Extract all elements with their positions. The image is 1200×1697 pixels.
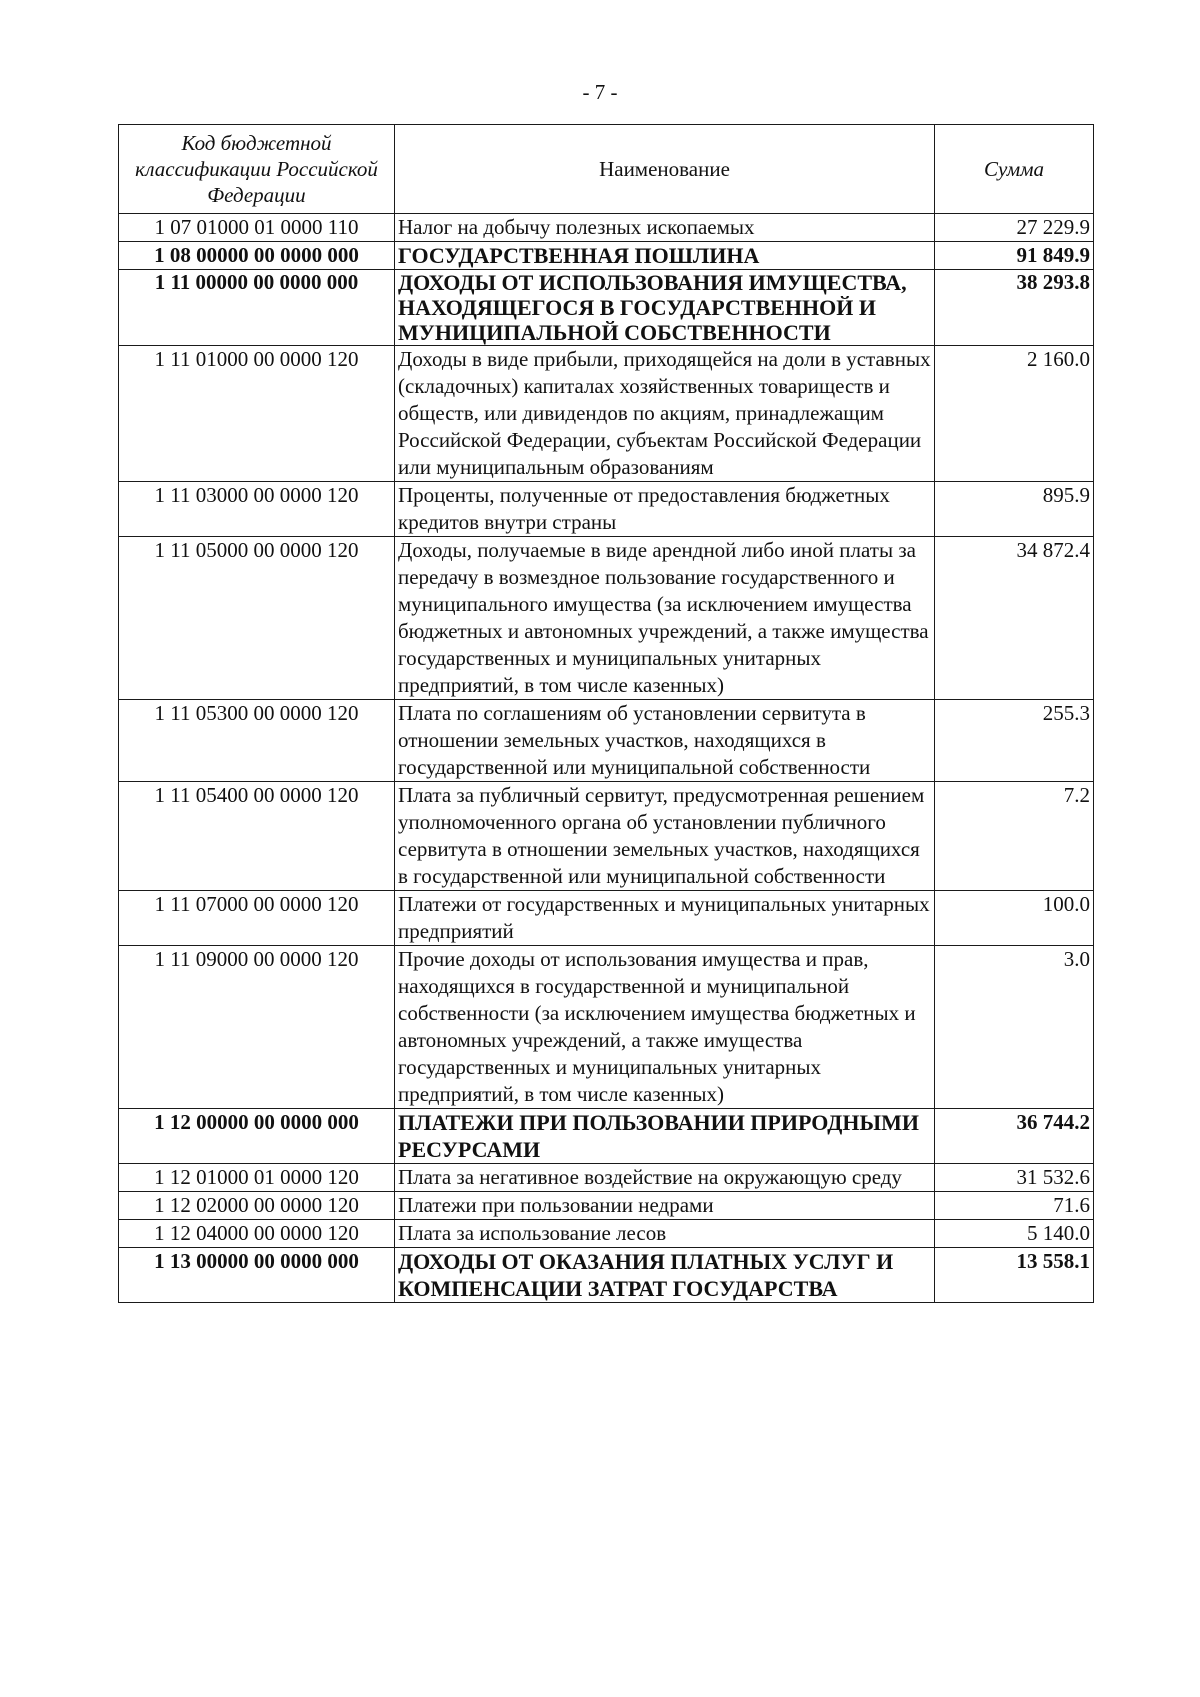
row-amount: 36 744.2: [935, 1109, 1094, 1164]
page-number: - 7 -: [582, 80, 618, 104]
row-code: 1 12 02000 00 0000 120: [119, 1192, 395, 1220]
table-row: [119, 891, 1094, 946]
row-amount: 100.0: [935, 891, 1094, 946]
row-name: Плата по соглашениям об установлении сервитута в отношении земельных участков, находящихся в государственной или муниципальной собственности: [395, 700, 935, 782]
row-code: 1 11 09000 00 0000 120: [119, 946, 395, 1109]
row-name: Налог на добычу полезных ископаемых: [395, 214, 935, 242]
row-amount: 255.3: [935, 700, 1094, 782]
row-code: 1 12 01000 01 0000 120: [119, 1164, 395, 1192]
table-row: [119, 700, 1094, 782]
row-amount: 31 532.6: [935, 1164, 1094, 1192]
table-row: [119, 1164, 1094, 1192]
table-row-section: [119, 242, 1094, 270]
row-name: Доходы в виде прибыли, приходящейся на доли в уставных (складочных) капиталах хозяйственных товариществ и обществ, или дивидендов по акциям, принадлежащим Российской Федерации, субъектам Российской Федерации или муниципальным образованиям: [395, 346, 935, 482]
table-row: [119, 482, 1094, 537]
row-code: 1 11 00000 00 0000 000: [119, 270, 395, 346]
row-amount: 895.9: [935, 482, 1094, 537]
row-code: 1 12 00000 00 0000 000: [119, 1109, 395, 1164]
table-row: [119, 782, 1094, 891]
table-row: [119, 346, 1094, 482]
table-row: [119, 1192, 1094, 1220]
row-code: 1 11 05000 00 0000 120: [119, 537, 395, 700]
row-name: Плата за негативное воздействие на окружающую среду: [395, 1164, 935, 1192]
row-amount: 13 558.1: [935, 1248, 1094, 1303]
header-amount: Сумма: [935, 125, 1094, 214]
row-name: Проценты, полученные от предоставления бюджетных кредитов внутри страны: [395, 482, 935, 537]
row-amount: 27 229.9: [935, 214, 1094, 242]
row-code: 1 11 03000 00 0000 120: [119, 482, 395, 537]
row-name: Платежи от государственных и муниципальных унитарных предприятий: [395, 891, 935, 946]
row-amount: 34 872.4: [935, 537, 1094, 700]
row-amount: 2 160.0: [935, 346, 1094, 482]
row-amount: 3.0: [935, 946, 1094, 1109]
table-row-section: [119, 270, 1094, 346]
row-name: ДОХОДЫ ОТ ИСПОЛЬЗОВАНИЯ ИМУЩЕСТВА, НАХОДЯЩЕГОСЯ В ГОСУДАРСТВЕННОЙ И МУНИЦИПАЛЬНОЙ СОБСТВЕННОСТИ: [395, 270, 935, 346]
row-code: 1 11 05300 00 0000 120: [119, 700, 395, 782]
table-row: [119, 214, 1094, 242]
row-code: 1 07 01000 01 0000 110: [119, 214, 395, 242]
row-code: 1 12 04000 00 0000 120: [119, 1220, 395, 1248]
row-amount: 7.2: [935, 782, 1094, 891]
table-header-row: [119, 125, 1094, 214]
row-name: Прочие доходы от использования имущества и прав, находящихся в государственной и муниципальной собственности (за исключением имущества бюджетных и автономных учреждений, а также имущества государственных и муниципальных унитарных предприятий, в том числе казенных): [395, 946, 935, 1109]
budget-table: [118, 124, 1094, 1303]
row-code: 1 13 00000 00 0000 000: [119, 1248, 395, 1303]
row-name: Доходы, получаемые в виде арендной либо иной платы за передачу в возмездное пользование государственного и муниципального имущества (за исключением имущества бюджетных и автономных учреждений, а также имущества государственных и муниципальных унитарных предприятий, в том числе казенных): [395, 537, 935, 700]
row-amount: 91 849.9: [935, 242, 1094, 270]
row-code: 1 11 07000 00 0000 120: [119, 891, 395, 946]
row-code: 1 08 00000 00 0000 000: [119, 242, 395, 270]
table-row-section: [119, 1109, 1094, 1164]
table-row: [119, 537, 1094, 700]
row-name: Платежи при пользовании недрами: [395, 1192, 935, 1220]
row-amount: 71.6: [935, 1192, 1094, 1220]
row-name: ГОСУДАРСТВЕННАЯ ПОШЛИНА: [395, 242, 935, 270]
row-name: ПЛАТЕЖИ ПРИ ПОЛЬЗОВАНИИ ПРИРОДНЫМИ РЕСУРСАМИ: [395, 1109, 935, 1164]
table-row-section: [119, 1248, 1094, 1303]
row-code: 1 11 05400 00 0000 120: [119, 782, 395, 891]
header-code: Код бюджетной классификации Российской Федерации: [119, 125, 395, 214]
header-name: Наименование: [395, 125, 935, 214]
row-name: Плата за публичный сервитут, предусмотренная решением уполномоченного органа об установлении публичного сервитута в отношении земельных участков, находящихся в государственной или муниципальной собственности: [395, 782, 935, 891]
table-row: [119, 946, 1094, 1109]
row-name: Плата за использование лесов: [395, 1220, 935, 1248]
row-amount: 5 140.0: [935, 1220, 1094, 1248]
table-row: [119, 1220, 1094, 1248]
row-code: 1 11 01000 00 0000 120: [119, 346, 395, 482]
row-amount: 38 293.8: [935, 270, 1094, 346]
row-name: ДОХОДЫ ОТ ОКАЗАНИЯ ПЛАТНЫХ УСЛУГ И КОМПЕНСАЦИИ ЗАТРАТ ГОСУДАРСТВА: [395, 1248, 935, 1303]
